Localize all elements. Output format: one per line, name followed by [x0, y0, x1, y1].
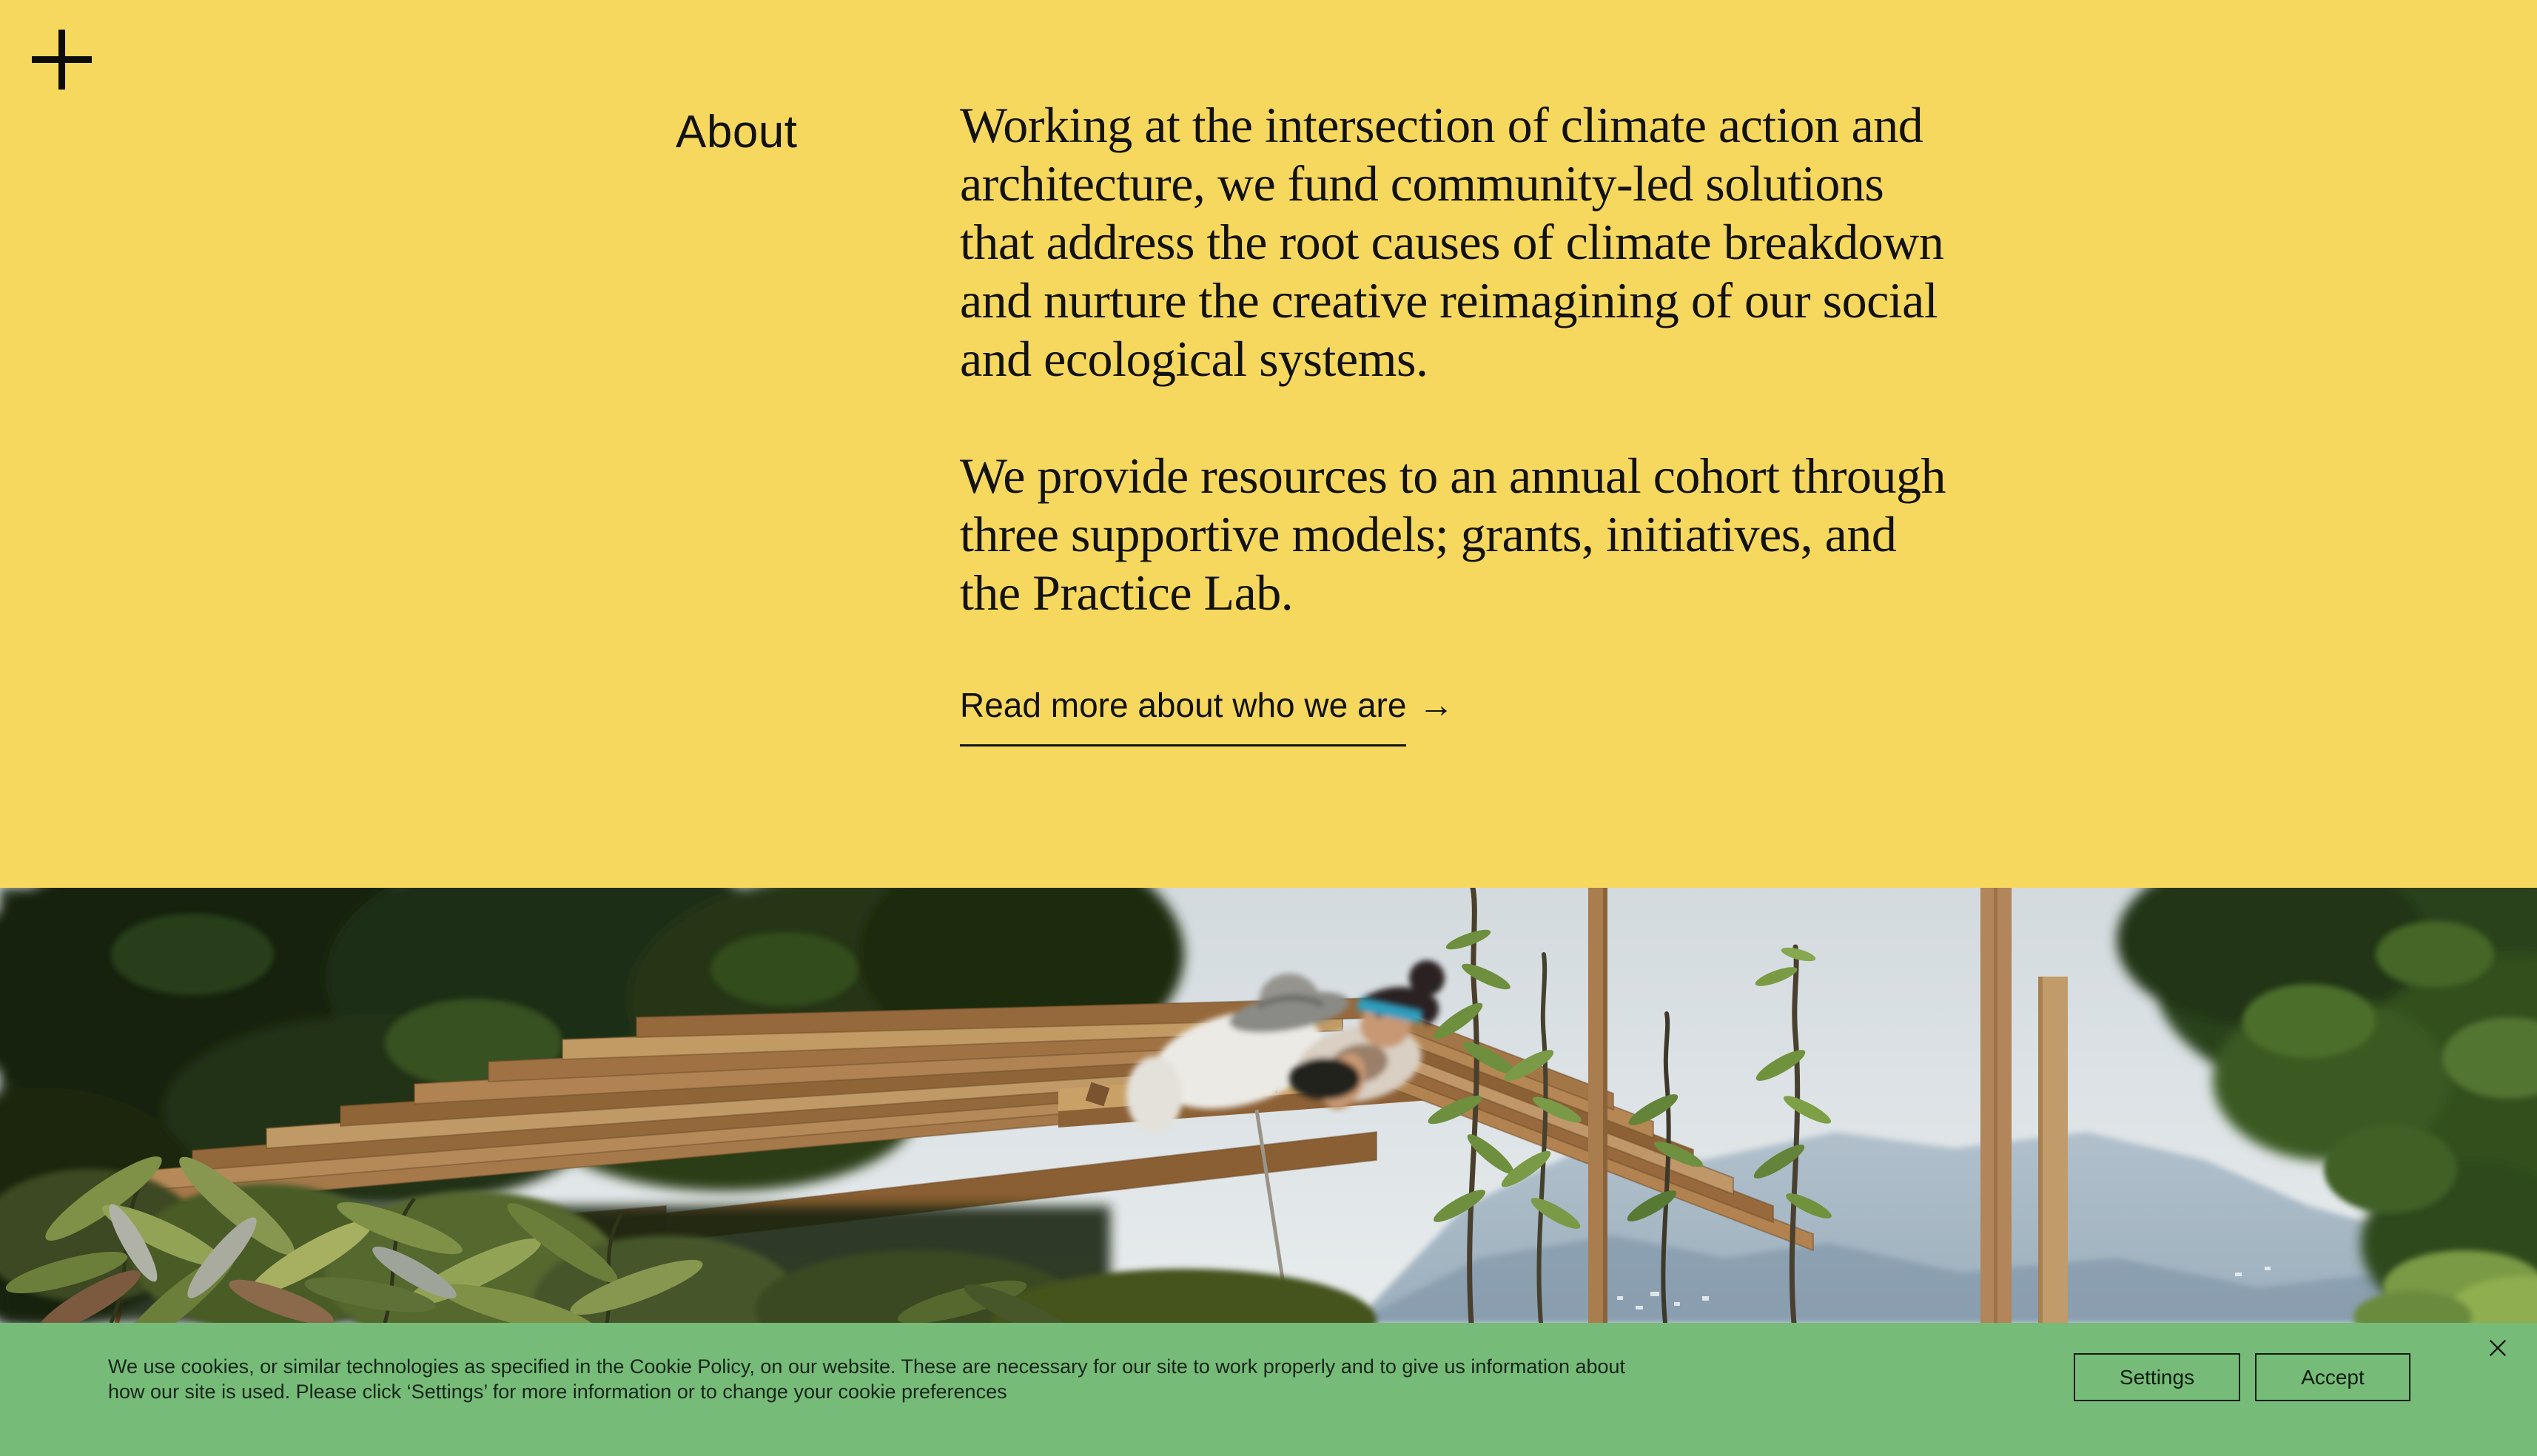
read-more-label: Read more about who we are	[960, 676, 1406, 746]
cookie-message-line2: how our site is used. Please click ‘Settings’ for more information or to change your cookie preferences	[108, 1381, 1007, 1403]
cookie-close-button[interactable]	[2481, 1332, 2515, 1366]
about-copy	[960, 96, 1955, 746]
arrow-right-icon: →	[1418, 686, 1454, 725]
about-paragraph-1: Working at the intersection of climate action and architecture, we fund community-led solutions that address the root causes of climate breakdown and nurture the creative reimagining of our social and ecological systems.	[960, 97, 1944, 387]
pergola-construction-illustration	[0, 888, 2537, 1323]
read-more-link[interactable]	[960, 676, 1454, 746]
cookie-accept-button[interactable]: Accept	[2255, 1353, 2410, 1401]
cookie-banner	[0, 1323, 2537, 1456]
cookie-settings-button[interactable]: Settings	[2074, 1353, 2240, 1401]
menu-plus-button[interactable]	[32, 30, 92, 90]
about-paragraph-2: We provide resources to an annual cohort through three supportive models; grants, initiatives, and the Practice Lab.	[960, 448, 1946, 621]
plus-icon	[32, 30, 92, 90]
hero-photo	[0, 888, 2537, 1323]
cookie-message	[108, 1354, 1625, 1404]
cookie-message-line1: We use cookies, or similar technologies as specified in the Cookie Policy, on our website. These are necessary for our site to work properly and to give us information about	[108, 1355, 1626, 1378]
about-label: About	[676, 107, 798, 158]
close-icon	[2488, 1338, 2507, 1358]
